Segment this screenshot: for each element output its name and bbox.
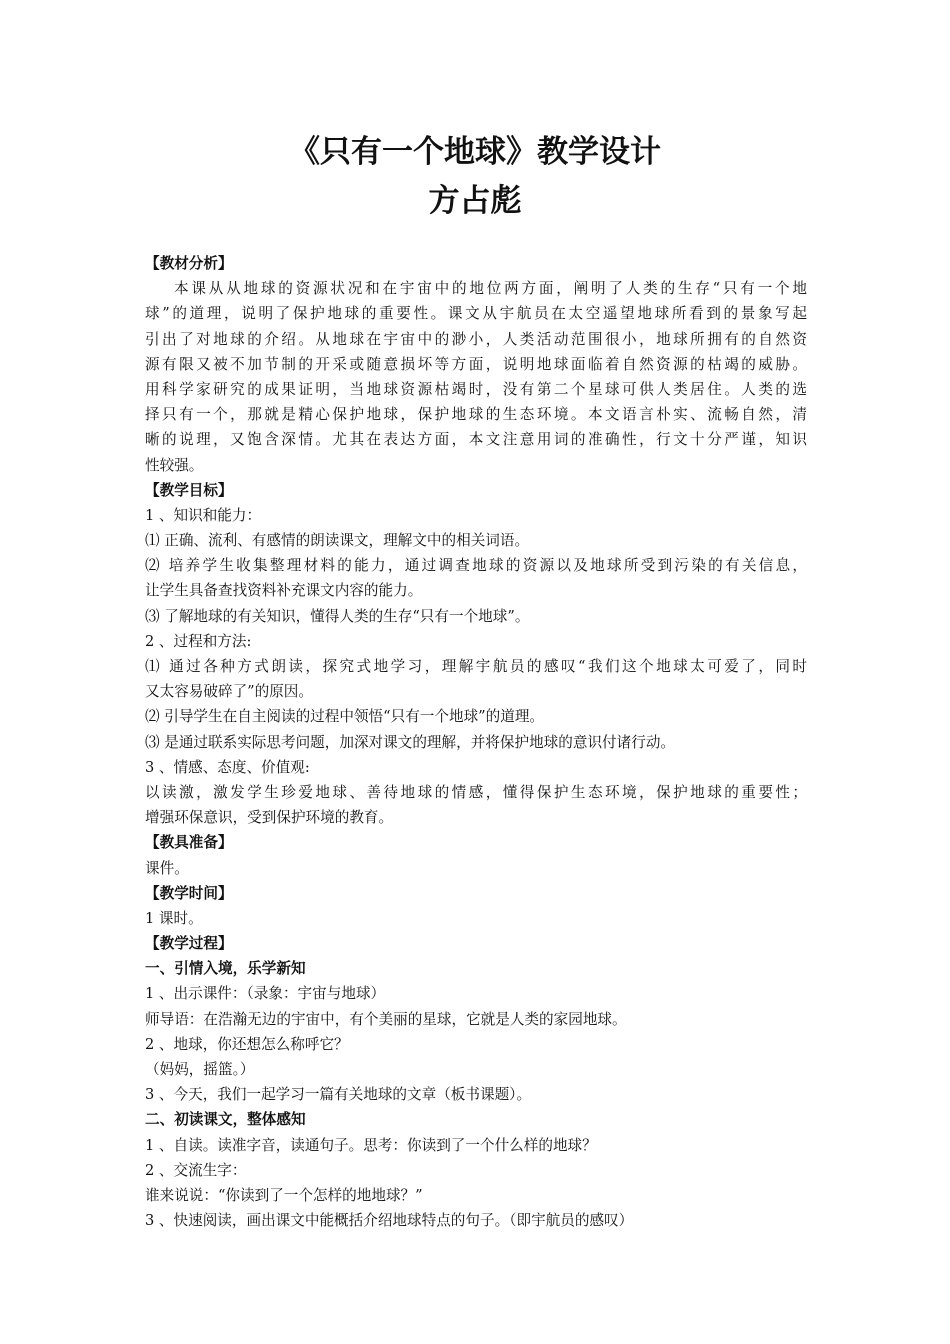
text-line: 增强环保意识，受到保护环境的教育。	[145, 809, 394, 827]
text-line: 球”的道理，说明了保护地球的重要性。课文从宇航员在太空遥望地球所看到的景象写起	[145, 305, 807, 323]
document-title: 《只有一个地球》教学设计	[289, 134, 661, 170]
text-line: 课件。	[145, 859, 189, 877]
text-line: ⑶ 是通过联系实际思考问题，加深对课文的理解，并将保护地球的意识付诸行动。	[145, 733, 676, 751]
text-line: ⑴ 正确、流利、有感情的朗读课文，理解文中的相关词语。	[145, 532, 530, 550]
section-heading: 【教材分析】	[145, 255, 233, 272]
text-line: 1 、知识和能力：	[145, 506, 262, 524]
text-line: ⑵ 培养学生收集整理材料的能力，通过调查地球的资源以及地球所受到污染的有关信息，	[145, 557, 807, 575]
text-line: 择只有一个，那就是精心保护地球，保护地球的生态环境。本文语言朴实、流畅自然，清	[145, 406, 807, 424]
section-heading: 二、初读课文，整体感知	[145, 1111, 306, 1129]
section-heading: 【教学目标】	[145, 481, 233, 499]
text-line: ⑵ 引导学生在自主阅读的过程中领悟“只有一个地球”的道理。	[145, 708, 545, 726]
text-line: 以读激，激发学生珍爱地球、善待地球的情感，懂得保护生态环境，保护地球的重要性；	[145, 783, 807, 801]
text-line: 师导语：在浩瀚无边的宇宙中，有个美丽的星球，它就是人类的家园地球。	[145, 1010, 627, 1028]
text-line: 3 、情感、态度、价值观:	[145, 758, 310, 776]
text-line: 源有限又被不加节制的开采或随意损坏等方面，说明地球面临着自然资源的枯竭的威胁。	[145, 355, 807, 373]
section-heading: 【教学过程】	[145, 935, 233, 953]
text-line: 1 、出示课件：（录象：宇宙与地球）	[145, 985, 386, 1003]
text-line: 谁来说说：“你读到了一个怎样的地地球？”	[145, 1186, 423, 1204]
text-line: （妈妈，摇篮。）	[145, 1061, 255, 1078]
text-line: 2 、地球，你还想怎么称呼它？	[145, 1035, 349, 1053]
text-line: 3 、快速阅读，画出课文中能概括介绍地球特点的句子。（即宇航员的感叹）	[145, 1212, 634, 1230]
section-heading: 【教学时间】	[145, 884, 233, 902]
document-body	[145, 251, 807, 1233]
text-line: 又太容易破碎了”的原因。	[145, 683, 313, 701]
text-line: 1 课时。	[145, 909, 203, 927]
text-line: 引出了对地球的介绍。从地球在宇宙中的渺小，人类活动范围很小，地球所拥有的自然资	[145, 330, 807, 348]
document-author: 方占彪	[428, 183, 522, 219]
section-heading: 【教具准备】	[145, 834, 233, 852]
section-heading: 一、引情入境，乐学新知	[145, 960, 306, 978]
text-line: 2 、过程和方法:	[145, 632, 252, 650]
text-line: 本课从从地球的资源状况和在宇宙中的地位两方面，阐明了人类的生存“只有一个地	[174, 280, 807, 298]
text-line: ⑴ 通过各种方式朗读，探究式地学习，理解宇航员的感叹“我们这个地球太可爱了，同时	[145, 658, 807, 675]
text-line: 晰的说理，又饱含深情。尤其在表达方面，本文注意用词的准确性，行文十分严谨，知识	[145, 431, 807, 449]
text-line: 3 、今天，我们一起学习一篇有关地球的文章（板书课题）。	[145, 1086, 532, 1104]
text-line: 2 、交流生字：	[145, 1161, 247, 1179]
text-line: 用科学家研究的成果证明，当地球资源枯竭时，没有第二个星球可供人类居住。人类的选	[145, 380, 807, 398]
text-line: 让学生具备查找资料补充课文内容的能力。	[145, 582, 423, 600]
text-line: 性较强。	[145, 456, 204, 474]
text-line: 1 、自读。读准字音，读通句子。思考：你读到了一个什么样的地球？	[145, 1136, 597, 1154]
text-line: ⑶ 了解地球的有关知识，懂得人类的生存“只有一个地球”。	[145, 607, 530, 625]
